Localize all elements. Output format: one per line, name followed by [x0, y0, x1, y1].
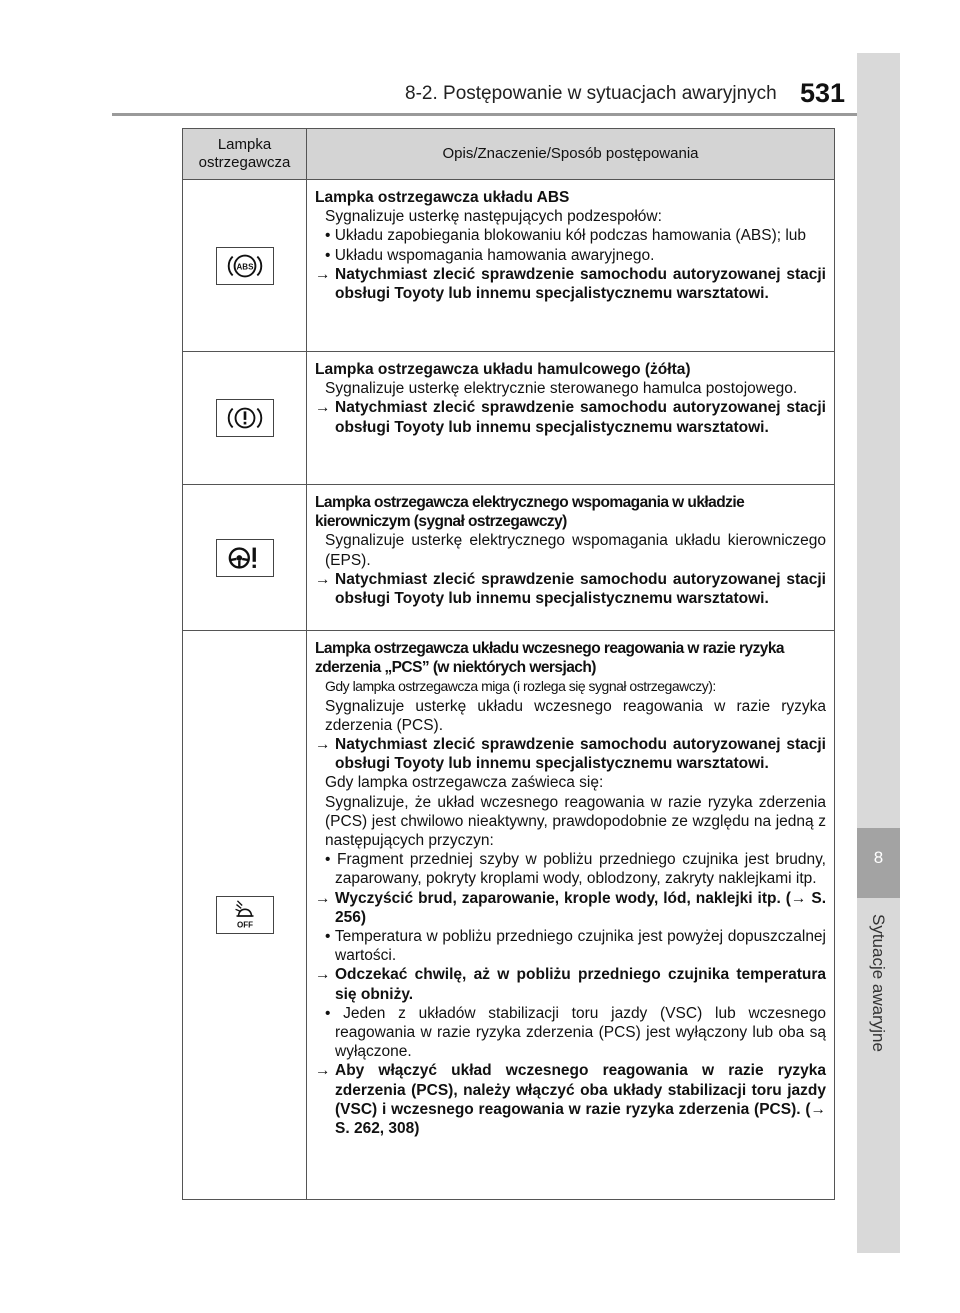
description-cell: [307, 631, 835, 1200]
warning-lights-table: [182, 128, 835, 1200]
chapter-number: 8: [873, 848, 884, 867]
steering-warning-icon: [216, 539, 274, 577]
lamp-cell: [183, 352, 307, 485]
table-row: [183, 352, 835, 485]
warning-title: Lampka ostrzegawcza układu ABS: [315, 189, 570, 206]
column-header-lamp: Lampka ostrzegawcza: [183, 129, 307, 180]
arrow-icon: →: [315, 265, 331, 283]
section-title: 8-2. Postępowanie w sytuacjach awaryjnych: [405, 83, 777, 104]
arrow-icon: →: [315, 889, 331, 907]
pcs-off-icon: [216, 896, 274, 934]
description-text: Sygnalizuje usterkę elektrycznego wspomagania układu kierowniczego (EPS).: [325, 532, 826, 569]
table-row: [183, 631, 835, 1200]
action-item: [315, 889, 826, 927]
action-text: Natychmiast zlecić sprawdzenie samochodu autoryzowanej stacji obsługi Toyoty lub innemu specjalistycznemu warsztatowi.: [335, 265, 826, 303]
bullet-item: • Jeden z układów stabilizacji toru jazdy (VSC) lub wczesnego reagowania w razie ryzyka zderzenia (PCS) jest wyłączony lub oba są wyłączone.: [325, 1004, 826, 1061]
arrow-icon: →: [315, 736, 331, 754]
bullet-item: • Układu zapobiegania blokowaniu kół podczas hamowania (ABS); lub: [325, 227, 807, 245]
description-text: Sygnalizuje usterkę elektrycznie sterowanego hamulca postojowego.: [325, 380, 798, 398]
warning-title: Lampka ostrzegawcza układu hamulcowego (żółta): [315, 361, 691, 378]
abs-icon-text: ABS: [236, 261, 253, 271]
lamp-cell: [183, 631, 307, 1200]
condition-note: Gdy lampka ostrzegawcza miga (i rozlega się sygnał ostrzegawczy):: [325, 678, 716, 695]
bullet-item: • Fragment przedniej szyby w pobliżu przedniego czujnika jest brudny, zaparowany, pokryty kroplami wody, oblodzony, zakryty naklejkami itp.: [325, 851, 826, 888]
lamp-cell: [183, 485, 307, 631]
table-row: [183, 180, 835, 352]
action-text: Natychmiast zlecić sprawdzenie samochodu autoryzowanej stacji obsługi Toyoty lub innemu specjalistycznemu warsztatowi.: [335, 736, 826, 773]
action-item: [315, 735, 826, 773]
action-item: [315, 1061, 826, 1138]
arrow-icon: →: [315, 570, 331, 588]
action-item: [315, 965, 826, 1003]
description-text: Sygnalizuje usterkę następujących podzespołów:: [325, 208, 662, 226]
chapter-label: Sytuacje awaryjne: [869, 914, 888, 1052]
description-cell: [307, 180, 835, 352]
action-text: Natychmiast zlecić sprawdzenie samochodu autoryzowanej stacji obsługi Toyoty lub innemu specjalistycznemu warsztatowi.: [335, 570, 826, 608]
lamp-cell: [183, 180, 307, 352]
action-text: Odczekać chwilę, aż w pobliżu przedniego czujnika temperatura się obniży.: [335, 966, 826, 1003]
action-item: [315, 265, 826, 303]
action-item: [315, 570, 826, 608]
column-header-description: Opis/Znaczenie/Sposób postępowania: [307, 129, 835, 180]
pcs-icon-text: OFF: [236, 920, 253, 930]
warning-title: Lampka ostrzegawcza elektrycznego wspomagania w układzie kierowniczym (sygnał ostrzegawczy): [315, 494, 745, 531]
brake-warning-icon: [216, 399, 274, 437]
action-text: Aby włączyć układ wczesnego reagowania w razie ryzyka zderzenia (PCS), należy włączyć oba układy stabilizacji toru jazdy (VSC) i wczesnego reagowania w razie ryzyka zderzenia (PCS). (→ S. 262, 308): [335, 1062, 826, 1138]
description-text: Sygnalizuje, że układ wczesnego reagowania w razie ryzyka zderzenia (PCS) jest chwilowo nieaktywny, prawdopodobnie ze względu na jedną z następujących przyczyn:: [325, 793, 826, 850]
header-divider: [112, 113, 900, 116]
table-row: [183, 485, 835, 631]
action-item: [315, 398, 826, 436]
description-cell: [307, 485, 835, 631]
arrow-icon: →: [315, 966, 331, 984]
chapter-side-tab: [857, 53, 900, 1253]
abs-warning-icon: [216, 247, 274, 285]
bullet-item: • Układu wspomagania hamowania awaryjnego.: [325, 246, 655, 264]
warning-title: Lampka ostrzegawcza układu wczesnego reagowania w razie ryzyka zderzenia „PCS” (w niektórych wersjach): [315, 640, 784, 677]
description-text: Sygnalizuje usterkę układu wczesnego reagowania w razie ryzyka zderzenia (PCS).: [325, 697, 826, 734]
description-cell: [307, 352, 835, 485]
arrow-icon: →: [315, 1062, 331, 1080]
page-number: 531: [800, 78, 846, 108]
action-text: Natychmiast zlecić sprawdzenie samochodu autoryzowanej stacji obsługi Toyoty lub innemu specjalistycznemu warsztatowi.: [335, 399, 826, 436]
action-text: Wyczyścić brud, zaparowanie, krople wody, lód, naklejki itp. (→ S. 256): [335, 889, 826, 926]
table-header-row: [183, 129, 835, 180]
condition-note: Gdy lampka ostrzegawcza zaświeca się:: [325, 774, 604, 792]
arrow-icon: →: [315, 399, 331, 417]
bullet-item: • Temperatura w pobliżu przedniego czujnika jest powyżej dopuszczalnej wartości.: [325, 928, 826, 965]
